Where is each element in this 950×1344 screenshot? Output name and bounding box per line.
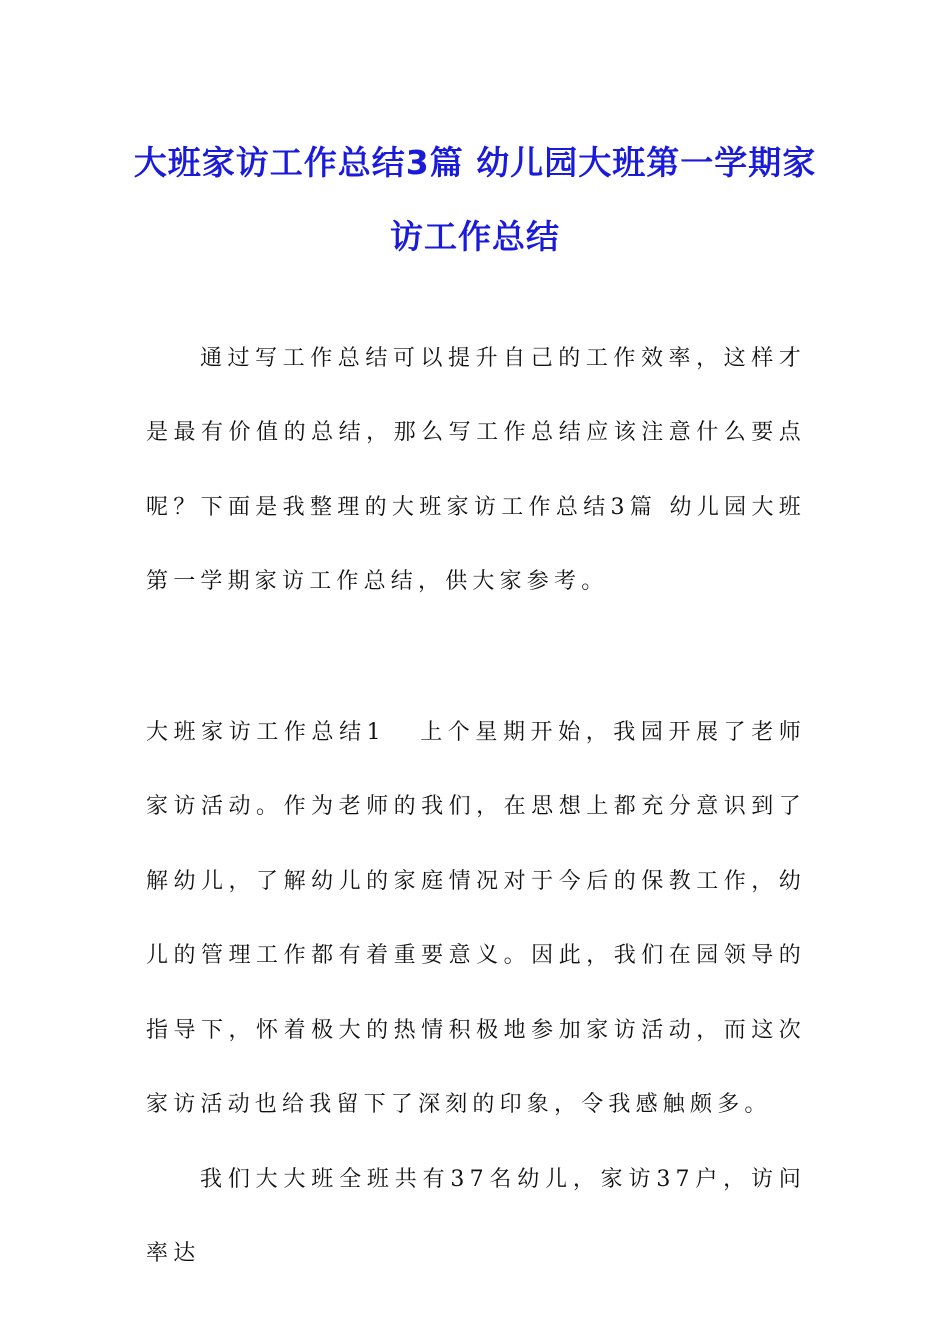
section-1-heading: 大班家访工作总结1 <box>146 720 386 745</box>
document-title: 大班家访工作总结3篇 幼儿园大班第一学期家访工作总结 <box>133 143 817 256</box>
intro-paragraph: 通过写工作总结可以提升自己的工作效率，这样才是最有价值的总结，那么写工作总结应该注意什么要点呢？下面是我整理的大班家访工作总结3篇 幼儿园大班第一学期家访工作总结，供大家参考。 <box>146 346 806 595</box>
body-paragraph-3: 我们大大班全班共有37名幼儿，家访37户，访问率达 <box>146 1167 806 1267</box>
section-1-paragraph <box>146 696 806 1142</box>
section-1-body: 上个星期开始，我园开展了老师家访活动。作为老师的我们，在思想上都充分意识到了解幼儿，了解幼儿的家庭情况对于今后的保教工作，幼儿的管理工作都有着重要意义。因此，我们在园领导的指导下，怀着极大的热情积极地参加家访活动，而这次家访活动也给我留下了深刻的印象，令我感触颇多。 <box>146 720 806 1118</box>
